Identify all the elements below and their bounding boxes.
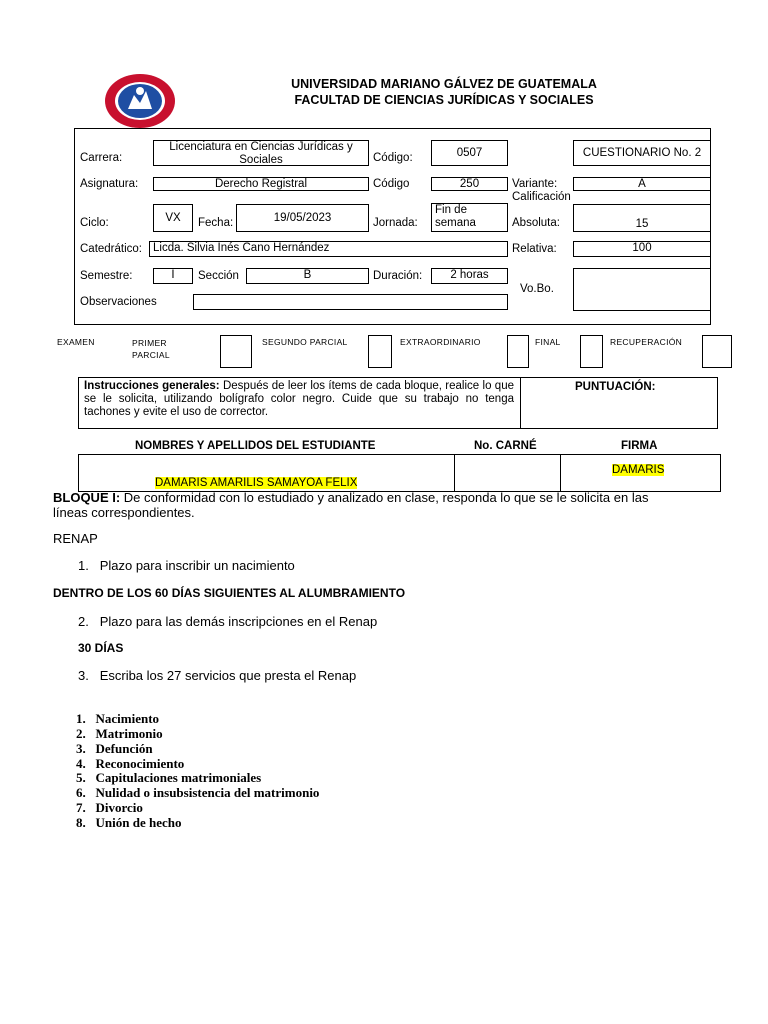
extraordinario-checkbox[interactable] <box>507 335 529 368</box>
variante-field: A <box>573 177 711 191</box>
catedratico-field: Licda. Silvia Inés Cano Hernández <box>149 241 508 257</box>
question-text: Plazo para inscribir un nacimiento <box>99 558 295 573</box>
service-label: Reconocimiento <box>95 756 185 771</box>
instructions-text <box>84 380 514 419</box>
service-label: Capitulaciones matrimoniales <box>95 770 262 785</box>
service-item-3 <box>76 741 153 757</box>
service-label: Nacimiento <box>95 711 160 726</box>
question-number: 3. <box>78 668 100 683</box>
puntuacion-label: PUNTUACIÓN: <box>575 381 656 393</box>
nombres-header: NOMBRES Y APELLIDOS DEL ESTUDIANTE <box>135 440 376 452</box>
vobo-field <box>573 268 711 311</box>
puntuacion-divider <box>520 377 521 429</box>
question-text: Plazo para las demás inscripciones en el Renap <box>99 614 378 629</box>
cuestionario-field: CUESTIONARIO No. 2 <box>573 140 711 166</box>
question-2 <box>78 614 377 629</box>
carne-header: No. CARNÉ <box>474 440 537 452</box>
jornada-label: Jornada: <box>373 217 418 229</box>
jornada-field: Fin de semana <box>431 203 508 232</box>
service-number: 5. <box>76 770 96 785</box>
examen-label: EXAMEN <box>57 337 95 347</box>
question-number: 2. <box>78 614 100 629</box>
primer-parcial-label: PRIMER PARCIAL <box>132 338 170 360</box>
service-label: Unión de hecho <box>95 815 182 830</box>
service-item-5 <box>76 770 261 786</box>
absoluta-field: 15 <box>573 204 711 232</box>
relativa-label: Relativa: <box>512 243 557 255</box>
service-item-2 <box>76 726 163 742</box>
question-1 <box>78 558 295 573</box>
recuperacion-label: RECUPERACIÓN <box>610 337 683 347</box>
observaciones-label: Observaciones <box>80 296 157 308</box>
recuperacion-checkbox[interactable] <box>702 335 732 368</box>
codigo2-field: 250 <box>431 177 508 191</box>
observaciones-field <box>193 294 508 310</box>
student-name <box>155 477 357 489</box>
faculty-name: FACULTAD DE CIENCIAS JURÍDICAS Y SOCIALES <box>294 93 594 107</box>
ciclo-label: Ciclo: <box>80 217 109 229</box>
ciclo-field: VX <box>153 204 193 232</box>
duracion-label: Duración: <box>373 270 423 282</box>
service-number: 4. <box>76 756 96 771</box>
carrera-label: Carrera: <box>80 152 123 164</box>
seccion-label: Sección <box>198 270 239 282</box>
service-item-8 <box>76 815 181 831</box>
instructions-title: Instrucciones generales: <box>84 380 220 392</box>
duracion-field: 2 horas <box>431 268 508 284</box>
seccion-field: B <box>246 268 369 284</box>
extraordinario-label: EXTRAORDINARIO <box>400 337 481 347</box>
semestre-label: Semestre: <box>80 270 133 282</box>
codigo-label: Código: <box>373 152 413 164</box>
instructions-body: Después de leer los ítems de cada bloque, realice lo que se le solicita, utilizando bolígrafo color negro. Cuide que su trabajo no tenga tachones y evite el uso de corrector. <box>84 380 514 418</box>
carrera-field: Licenciatura en Ciencias Jurídicas y Sociales <box>153 140 369 166</box>
student-name-value: DAMARIS AMARILIS SAMAYOA FELIX <box>155 477 358 489</box>
service-number: 3. <box>76 741 96 756</box>
service-label: Nulidad o insubsistencia del matrimonio <box>95 785 320 800</box>
variante-label: Variante: <box>512 178 558 190</box>
bloque-intro <box>53 490 653 520</box>
service-number: 6. <box>76 785 96 800</box>
service-item-7 <box>76 800 143 816</box>
primer-parcial-checkbox[interactable] <box>220 335 252 368</box>
bloque-text: De conformidad con lo estudiado y analizado en clase, responda lo que se le solicita en las líneas correspondientes. <box>53 490 649 520</box>
segundo-parcial-label: SEGUNDO PARCIAL <box>262 337 348 347</box>
student-signature-value: DAMARIS <box>612 464 665 476</box>
service-label: Matrimonio <box>95 726 163 741</box>
semestre-field: I <box>153 268 193 284</box>
bloque-title: BLOQUE I: <box>53 490 121 505</box>
final-label: FINAL <box>535 337 561 347</box>
asignatura-field: Derecho Registral <box>153 177 369 191</box>
service-item-1 <box>76 711 159 727</box>
relativa-field: 100 <box>573 241 711 257</box>
renap-heading: RENAP <box>53 531 98 546</box>
answer-1: DENTRO DE LOS 60 DÍAS SIGUIENTES AL ALUMBRAMIENTO <box>53 586 406 600</box>
vobo-label: Vo.Bo. <box>520 283 554 295</box>
fecha-label: Fecha: <box>198 217 234 229</box>
question-number: 1. <box>78 558 100 573</box>
question-text: Escriba los 27 servicios que presta el Renap <box>99 668 357 683</box>
answer-2: 30 DÍAS <box>78 641 124 655</box>
calificacion-label: Calificación <box>512 191 571 203</box>
final-checkbox[interactable] <box>580 335 603 368</box>
asignatura-label: Asignatura: <box>80 178 139 190</box>
service-number: 7. <box>76 800 96 815</box>
codigo2-label: Código <box>373 178 410 190</box>
firma-header: FIRMA <box>621 440 658 452</box>
student-col-divider-1 <box>454 454 455 492</box>
student-signature <box>612 464 664 476</box>
service-label: Defunción <box>95 741 153 756</box>
question-3 <box>78 668 356 683</box>
university-name: UNIVERSIDAD MARIANO GÁLVEZ DE GUATEMALA <box>291 77 597 91</box>
service-number: 1. <box>76 711 96 726</box>
student-col-divider-2 <box>560 454 561 492</box>
catedratico-label: Catedrático: <box>80 243 143 255</box>
codigo-field: 0507 <box>431 140 508 166</box>
service-number: 2. <box>76 726 96 741</box>
service-number: 8. <box>76 815 96 830</box>
absoluta-label: Absoluta: <box>512 217 560 229</box>
service-label: Divorcio <box>95 800 143 815</box>
service-item-6 <box>76 785 319 801</box>
segundo-parcial-checkbox[interactable] <box>368 335 392 368</box>
fecha-field: 19/05/2023 <box>236 204 369 232</box>
